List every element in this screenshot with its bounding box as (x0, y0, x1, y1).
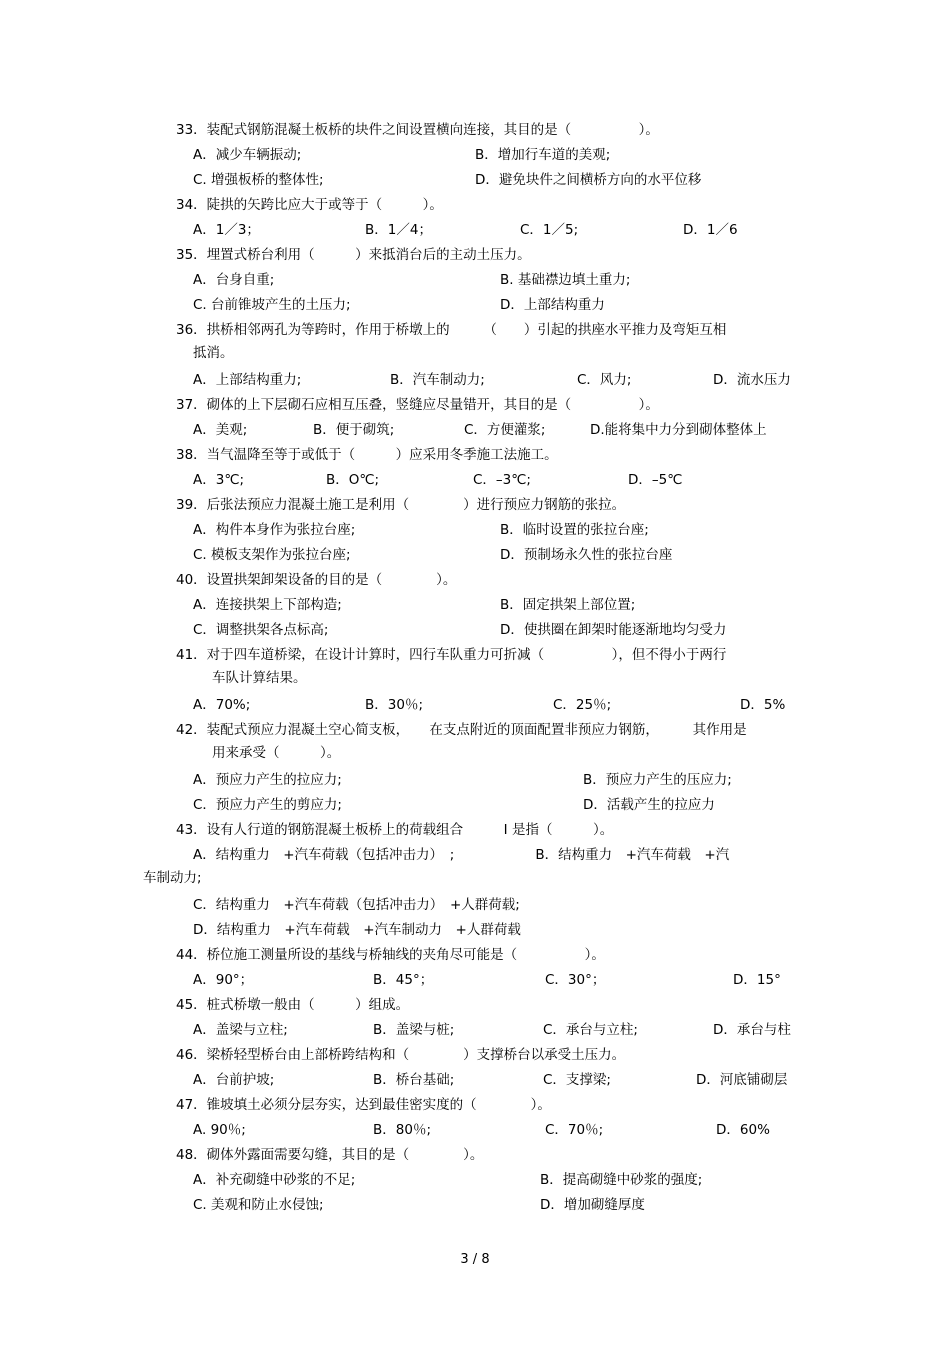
question-42-stem-cont: 用来承受（ ）。 (212, 745, 341, 761)
question-35-stem: 35．埋置式桥台利用（ ）来抵消台后的主动土压力。 (176, 247, 531, 263)
q43-line-ab: A．结构重力 +汽车荷载（包括冲击力） ; B．结构重力 +汽车荷载 +汽 (193, 847, 730, 863)
q43-line-d: D．结构重力 +汽车荷载 +汽车制动力 +人群荷载 (193, 922, 521, 938)
question-34-stem: 34．陡拱的矢跨比应大于或等于（ ）。 (176, 197, 443, 213)
question-33-stem: 33．装配式钢筋混凝土板桥的块件之间设置横向连接，其目的是（ ）。 (176, 122, 659, 138)
question-41-stem-cont: 车队计算结果。 (212, 670, 307, 686)
q37-option-b: B．便于砌筑; (313, 422, 395, 438)
q34-option-a: A．1／3； (193, 222, 260, 238)
q34-option-c: C．1／5; (520, 222, 579, 238)
q43-line-b-cont: 车制动力; (143, 870, 202, 886)
q40-option-d: D．使拱圈在卸架时能逐渐地均匀受力 (500, 622, 727, 638)
q39-option-d: D．预制场永久性的张拉台座 (500, 547, 673, 563)
q37-option-a: A．美观; (193, 422, 248, 438)
q39-option-b: B．临时设置的张拉台座; (500, 522, 649, 538)
q36-option-b: B．汽车制动力; (390, 372, 485, 388)
q48-option-c: C. 美观和防止水侵蚀; (193, 1197, 324, 1213)
q47-option-a: A. 90％; (193, 1122, 246, 1138)
question-45-stem: 45．桩式桥墩一般由（ ）组成。 (176, 997, 410, 1013)
q45-option-b: B．盖梁与桩; (373, 1022, 455, 1038)
q42-option-c: C．预应力产生的剪应力; (193, 797, 342, 813)
question-48-stem: 48．砌体外露面需要勾缝，其目的是（ ）。 (176, 1147, 484, 1163)
q35-option-a: A．台身自重; (193, 272, 275, 288)
q38-option-d: D．–5℃ (628, 472, 683, 488)
q46-option-a: A．台前护坡; (193, 1072, 275, 1088)
q33-option-a: A．减少车辆振动; (193, 147, 302, 163)
question-43-stem: 43．设有人行道的钢筋混凝土板桥上的荷载组合 I 是指（ ）。 (176, 822, 614, 838)
q33-option-b: B．增加行车道的美观; (475, 147, 611, 163)
page-number: 3 / 8 (460, 1252, 490, 1267)
q34-option-b: B．1／4； (365, 222, 432, 238)
q44-option-b: B．45°； (373, 972, 434, 988)
q35-option-c: C. 台前锥坡产生的土压力; (193, 297, 351, 313)
q34-option-d: D．1／6 (683, 222, 738, 238)
q33-option-d: D．避免块件之间横桥方向的水平位移 (475, 172, 702, 188)
q40-option-a: A．连接拱架上下部构造; (193, 597, 342, 613)
question-40-stem: 40．设置拱架卸架设备的目的是（ ）。 (176, 572, 457, 588)
q45-option-c: C．承台与立柱; (543, 1022, 638, 1038)
q39-option-c: C. 模板支架作为张拉台座; (193, 547, 351, 563)
q39-option-a: A．构件本身作为张拉台座; (193, 522, 356, 538)
q41-option-a: A．70%; (193, 697, 251, 713)
question-36-stem: 36．拱桥相邻两孔为等跨时，作用于桥墩上的 （ ）引起的拱座水平推力及弯矩互相 (176, 322, 727, 338)
question-47-stem: 47．锥坡填土必须分层夯实，达到最佳密实度的（ ）。 (176, 1097, 551, 1113)
q43-line-c: C．结构重力 +汽车荷载（包括冲击力） +人群荷载; (193, 897, 520, 913)
q38-option-b: B．O℃; (326, 472, 380, 488)
q47-option-d: D．60% (716, 1122, 770, 1138)
q45-option-d: D．承台与柱 (713, 1022, 791, 1038)
q42-option-b: B．预应力产生的压应力; (583, 772, 732, 788)
question-37-stem: 37．砌体的上下层砌石应相互压叠，竖缝应尽量错开，其目的是（ ）。 (176, 397, 659, 413)
q44-option-c: C．30°； (545, 972, 606, 988)
q41-option-c: C．25％; (553, 697, 612, 713)
question-38-stem: 38．当气温降至等于或低于（ ）应采用冬季施工法施工。 (176, 447, 558, 463)
q46-option-b: B．桥台基础; (373, 1072, 455, 1088)
question-46-stem: 46．梁桥轻型桥台由上部桥跨结构和（ ）支撑桥台以承受土压力。 (176, 1047, 626, 1063)
q47-option-c: C．70％; (545, 1122, 604, 1138)
q33-option-c: C. 增强板桥的整体性; (193, 172, 324, 188)
question-44-stem: 44．桥位施工测量所设的基线与桥轴线的夹角尽可能是（ ）。 (176, 947, 605, 963)
q36-option-a: A．上部结构重力; (193, 372, 302, 388)
q35-option-d: D．上部结构重力 (500, 297, 605, 313)
q45-option-a: A．盖梁与立柱; (193, 1022, 288, 1038)
q36-option-d: D．流水压力 (713, 372, 791, 388)
question-36-stem-cont: 抵消。 (193, 345, 234, 361)
q48-option-a: A．补充砌缝中砂浆的不足; (193, 1172, 356, 1188)
q38-option-a: A．3℃; (193, 472, 245, 488)
q48-option-b: B．提高砌缝中砂浆的强度; (540, 1172, 703, 1188)
q35-option-b: B. 基础襟边填土重力; (500, 272, 631, 288)
q41-option-d: D．5% (740, 697, 786, 713)
q44-option-d: D．15° (733, 972, 781, 988)
q37-option-d: D.能将集中力分到砌体整体上 (590, 422, 767, 438)
q41-option-b: B．30％; (365, 697, 423, 713)
q40-option-b: B．固定拱架上部位置; (500, 597, 636, 613)
q42-option-a: A．预应力产生的拉应力; (193, 772, 342, 788)
q46-option-d: D．河底铺砌层 (696, 1072, 788, 1088)
q42-option-d: D．活载产生的拉应力 (583, 797, 715, 813)
question-39-stem: 39．后张法预应力混凝土施工是利用（ ）进行预应力钢筋的张拉。 (176, 497, 626, 513)
q37-option-c: C．方便灌浆; (464, 422, 546, 438)
question-41-stem: 41．对于四车道桥梁，在设计计算时，四行车队重力可折减（ ），但不得小于两行 (176, 647, 727, 663)
q48-option-d: D．增加砌缝厚度 (540, 1197, 645, 1213)
q40-option-c: C．调整拱架各点标高; (193, 622, 329, 638)
question-42-stem: 42．装配式预应力混凝土空心简支板， 在支点附近的顶面配置非预应力钢筋， 其作用是 (176, 722, 747, 738)
q47-option-b: B．80％; (373, 1122, 431, 1138)
q38-option-c: C．–3℃; (473, 472, 531, 488)
q44-option-a: A．90°； (193, 972, 254, 988)
q36-option-c: C．风力; (577, 372, 632, 388)
q46-option-c: C．支撑梁; (543, 1072, 611, 1088)
